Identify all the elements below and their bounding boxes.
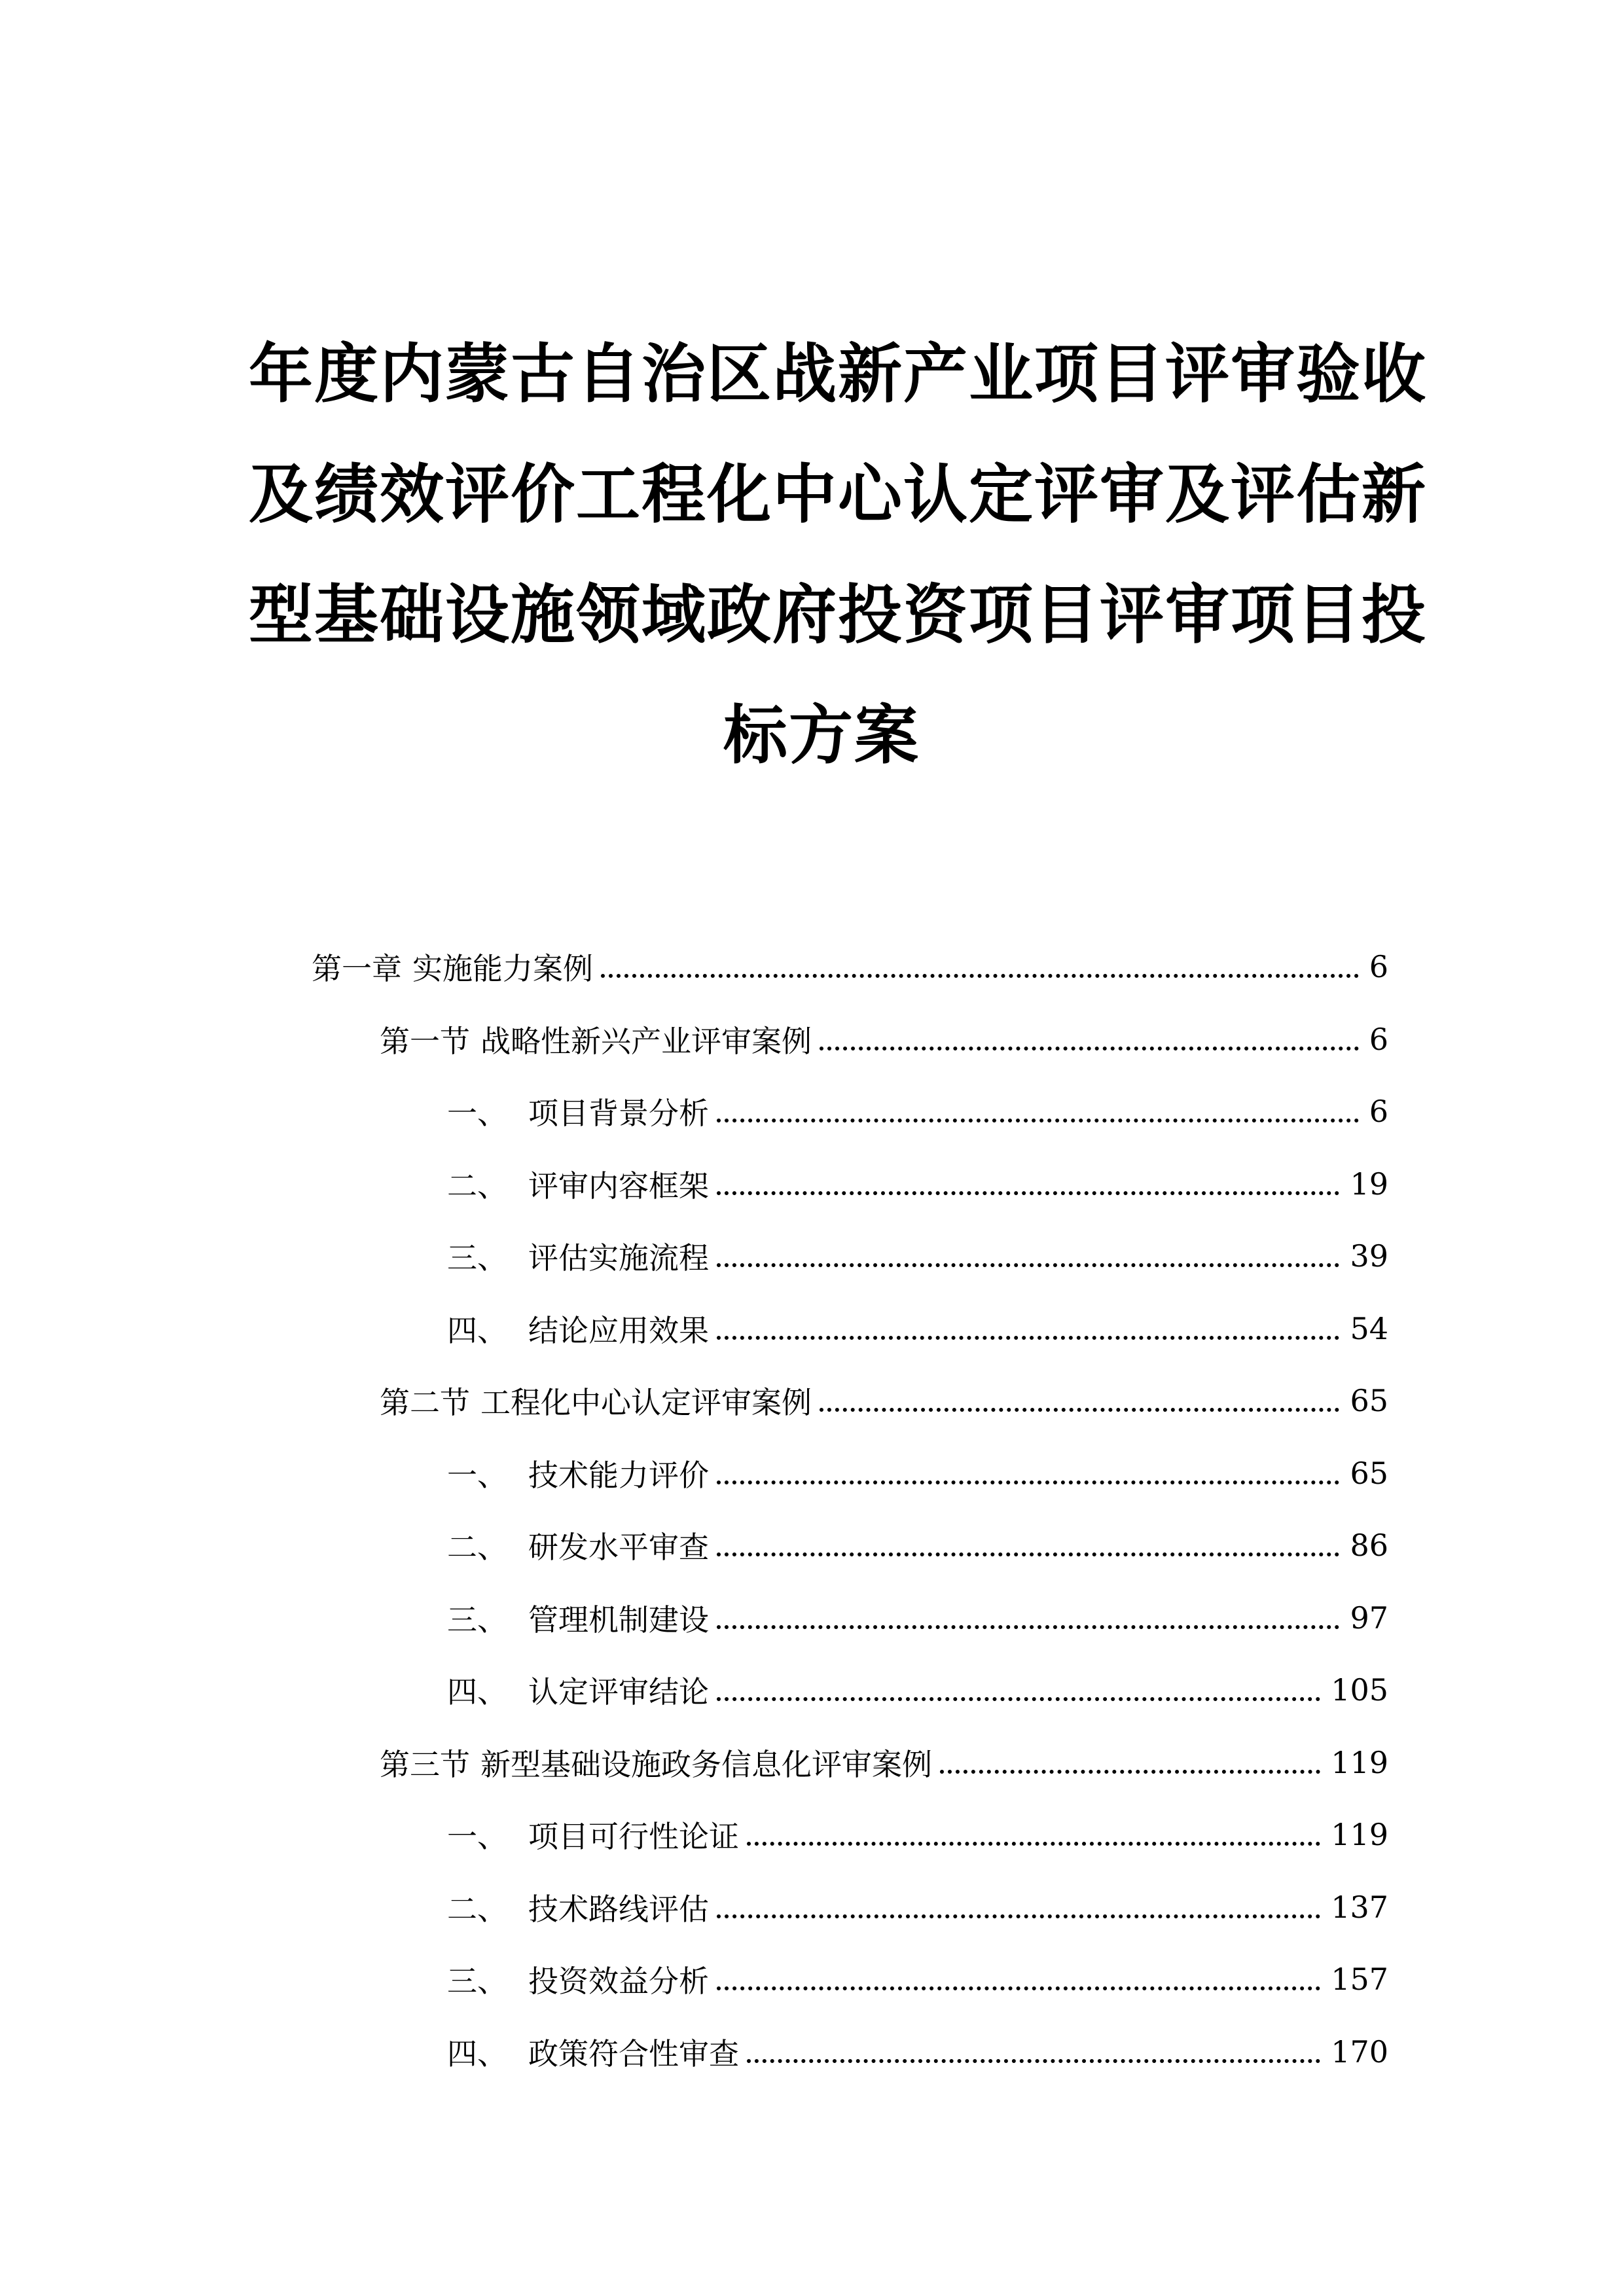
toc-entry-number: 第二节 — [380, 1385, 470, 1421]
toc-entry[interactable] — [447, 2016, 1388, 2089]
dot-leader — [717, 1191, 1339, 1195]
toc-entry[interactable] — [447, 1075, 1388, 1148]
toc-entry-label — [380, 1379, 817, 1422]
toc-entry-text: 战略性新兴产业评审案例 — [480, 1023, 812, 1059]
dot-leader — [717, 1480, 1339, 1484]
toc-entry[interactable] — [447, 1799, 1388, 1871]
toc-page-number: 137 — [1331, 1889, 1388, 1925]
toc-entry[interactable] — [447, 1293, 1388, 1365]
toc-entry[interactable] — [447, 1582, 1388, 1655]
toc-page-number: 105 — [1331, 1672, 1388, 1708]
toc-page-number: 39 — [1350, 1238, 1388, 1274]
dot-leader — [717, 1119, 1359, 1122]
toc-entry[interactable] — [447, 1509, 1388, 1582]
toc-entry[interactable] — [380, 1365, 1388, 1437]
toc-entry[interactable] — [447, 1871, 1388, 1944]
toc-entry-text: 工程化中心认定评审案例 — [480, 1385, 812, 1421]
toc-entry-label — [447, 1813, 744, 1856]
dot-leader — [820, 1047, 1359, 1050]
toc-entry-text: 实施能力案例 — [412, 951, 593, 987]
toc-entry-label — [447, 1234, 714, 1278]
title-line: 及绩效评价工程化中心认定评审及评估新 — [249, 457, 1428, 532]
toc-page-number: 97 — [1350, 1600, 1388, 1636]
toc-page-number: 119 — [1331, 1817, 1388, 1853]
toc-entry-label — [447, 2030, 744, 2073]
title-line: 标方案 — [723, 698, 920, 773]
toc-entry-number: 三、 — [447, 1602, 507, 1638]
toc-entry[interactable] — [447, 1220, 1388, 1293]
toc-entry-label — [447, 1958, 714, 2001]
toc-page-number: 65 — [1350, 1455, 1388, 1491]
toc-entry[interactable] — [447, 1437, 1388, 1510]
toc-page-number: 6 — [1369, 949, 1388, 985]
toc-entry[interactable] — [380, 1003, 1388, 1076]
toc-entry[interactable] — [312, 931, 1388, 1003]
toc-entry-number: 二、 — [447, 1891, 507, 1927]
toc-entry-text: 新型基础设施政务信息化评审案例 — [480, 1746, 932, 1782]
dot-leader — [940, 1770, 1320, 1774]
dot-leader — [820, 1408, 1339, 1412]
dot-leader — [717, 1552, 1339, 1556]
toc-entry[interactable] — [380, 1727, 1388, 1799]
toc-page-number: 6 — [1369, 1021, 1388, 1057]
dot-leader — [717, 1263, 1339, 1267]
toc-page-number: 170 — [1331, 2034, 1388, 2070]
toc-entry-number: 四、 — [447, 1312, 507, 1348]
toc-entry-label — [312, 945, 598, 988]
toc-entry[interactable] — [447, 1148, 1388, 1221]
dot-leader — [747, 1842, 1320, 1846]
toc-entry[interactable] — [447, 1943, 1388, 2016]
toc-entry[interactable] — [447, 1654, 1388, 1727]
toc-entry-number: 四、 — [447, 1674, 507, 1710]
dot-leader — [717, 1625, 1339, 1629]
table-of-contents — [0, 931, 1624, 2088]
toc-page-number: 119 — [1331, 1744, 1388, 1780]
toc-page-number: 86 — [1350, 1528, 1388, 1564]
toc-entry-text: 政策符合性审查 — [528, 2036, 739, 2072]
dot-leader — [717, 1697, 1320, 1701]
document-title — [249, 314, 1428, 796]
dot-leader — [717, 1986, 1320, 1990]
toc-page-number: 6 — [1369, 1094, 1388, 1130]
toc-entry-text: 投资效益分析 — [528, 1964, 709, 2000]
toc-entry-text: 认定评审结论 — [528, 1674, 709, 1710]
toc-entry-number: 一、 — [447, 1096, 507, 1132]
dot-leader — [717, 1914, 1320, 1918]
toc-entry-text: 项目可行性论证 — [528, 1819, 739, 1855]
toc-entry-number: 一、 — [447, 1819, 507, 1855]
toc-entry-label — [447, 1886, 714, 1929]
toc-entry-label — [447, 1307, 714, 1350]
toc-entry-number: 第一章 — [312, 951, 402, 987]
dot-leader — [747, 2059, 1320, 2063]
toc-entry-label — [447, 1162, 714, 1206]
toc-entry-text: 技术路线评估 — [528, 1891, 709, 1927]
toc-entry-number: 一、 — [447, 1457, 507, 1493]
toc-entry-label — [380, 1018, 817, 1061]
toc-entry-number: 第三节 — [380, 1746, 470, 1782]
toc-page-number: 157 — [1331, 1962, 1388, 1998]
toc-entry-label — [447, 1452, 714, 1495]
toc-entry-label — [447, 1090, 714, 1133]
dot-leader — [601, 974, 1359, 978]
toc-entry-label — [380, 1741, 937, 1784]
toc-page-number: 54 — [1350, 1310, 1388, 1346]
toc-entry-text: 评审内容框架 — [528, 1168, 709, 1204]
dot-leader — [717, 1336, 1339, 1340]
toc-entry-number: 三、 — [447, 1240, 507, 1276]
toc-entry-text: 技术能力评价 — [528, 1457, 709, 1493]
title-line: 年度内蒙古自治区战新产业项目评审验收 — [249, 337, 1428, 412]
toc-entry-text: 结论应用效果 — [528, 1312, 709, 1348]
toc-page-number: 19 — [1350, 1166, 1388, 1202]
toc-entry-text: 管理机制建设 — [528, 1602, 709, 1638]
toc-page-number: 65 — [1350, 1383, 1388, 1419]
toc-entry-label — [447, 1524, 714, 1567]
toc-entry-label — [447, 1596, 714, 1640]
toc-entry-text: 评估实施流程 — [528, 1240, 709, 1276]
toc-entry-label — [447, 1668, 714, 1712]
toc-entry-text: 研发水平审查 — [528, 1530, 709, 1566]
toc-entry-number: 二、 — [447, 1168, 507, 1204]
toc-entry-number: 第一节 — [380, 1023, 470, 1059]
toc-entry-number: 二、 — [447, 1530, 507, 1566]
toc-entry-number: 四、 — [447, 2036, 507, 2072]
title-line: 型基础设施领域政府投资项目评审项目投 — [249, 578, 1428, 653]
toc-entry-text: 项目背景分析 — [528, 1096, 709, 1132]
toc-entry-number: 三、 — [447, 1964, 507, 2000]
